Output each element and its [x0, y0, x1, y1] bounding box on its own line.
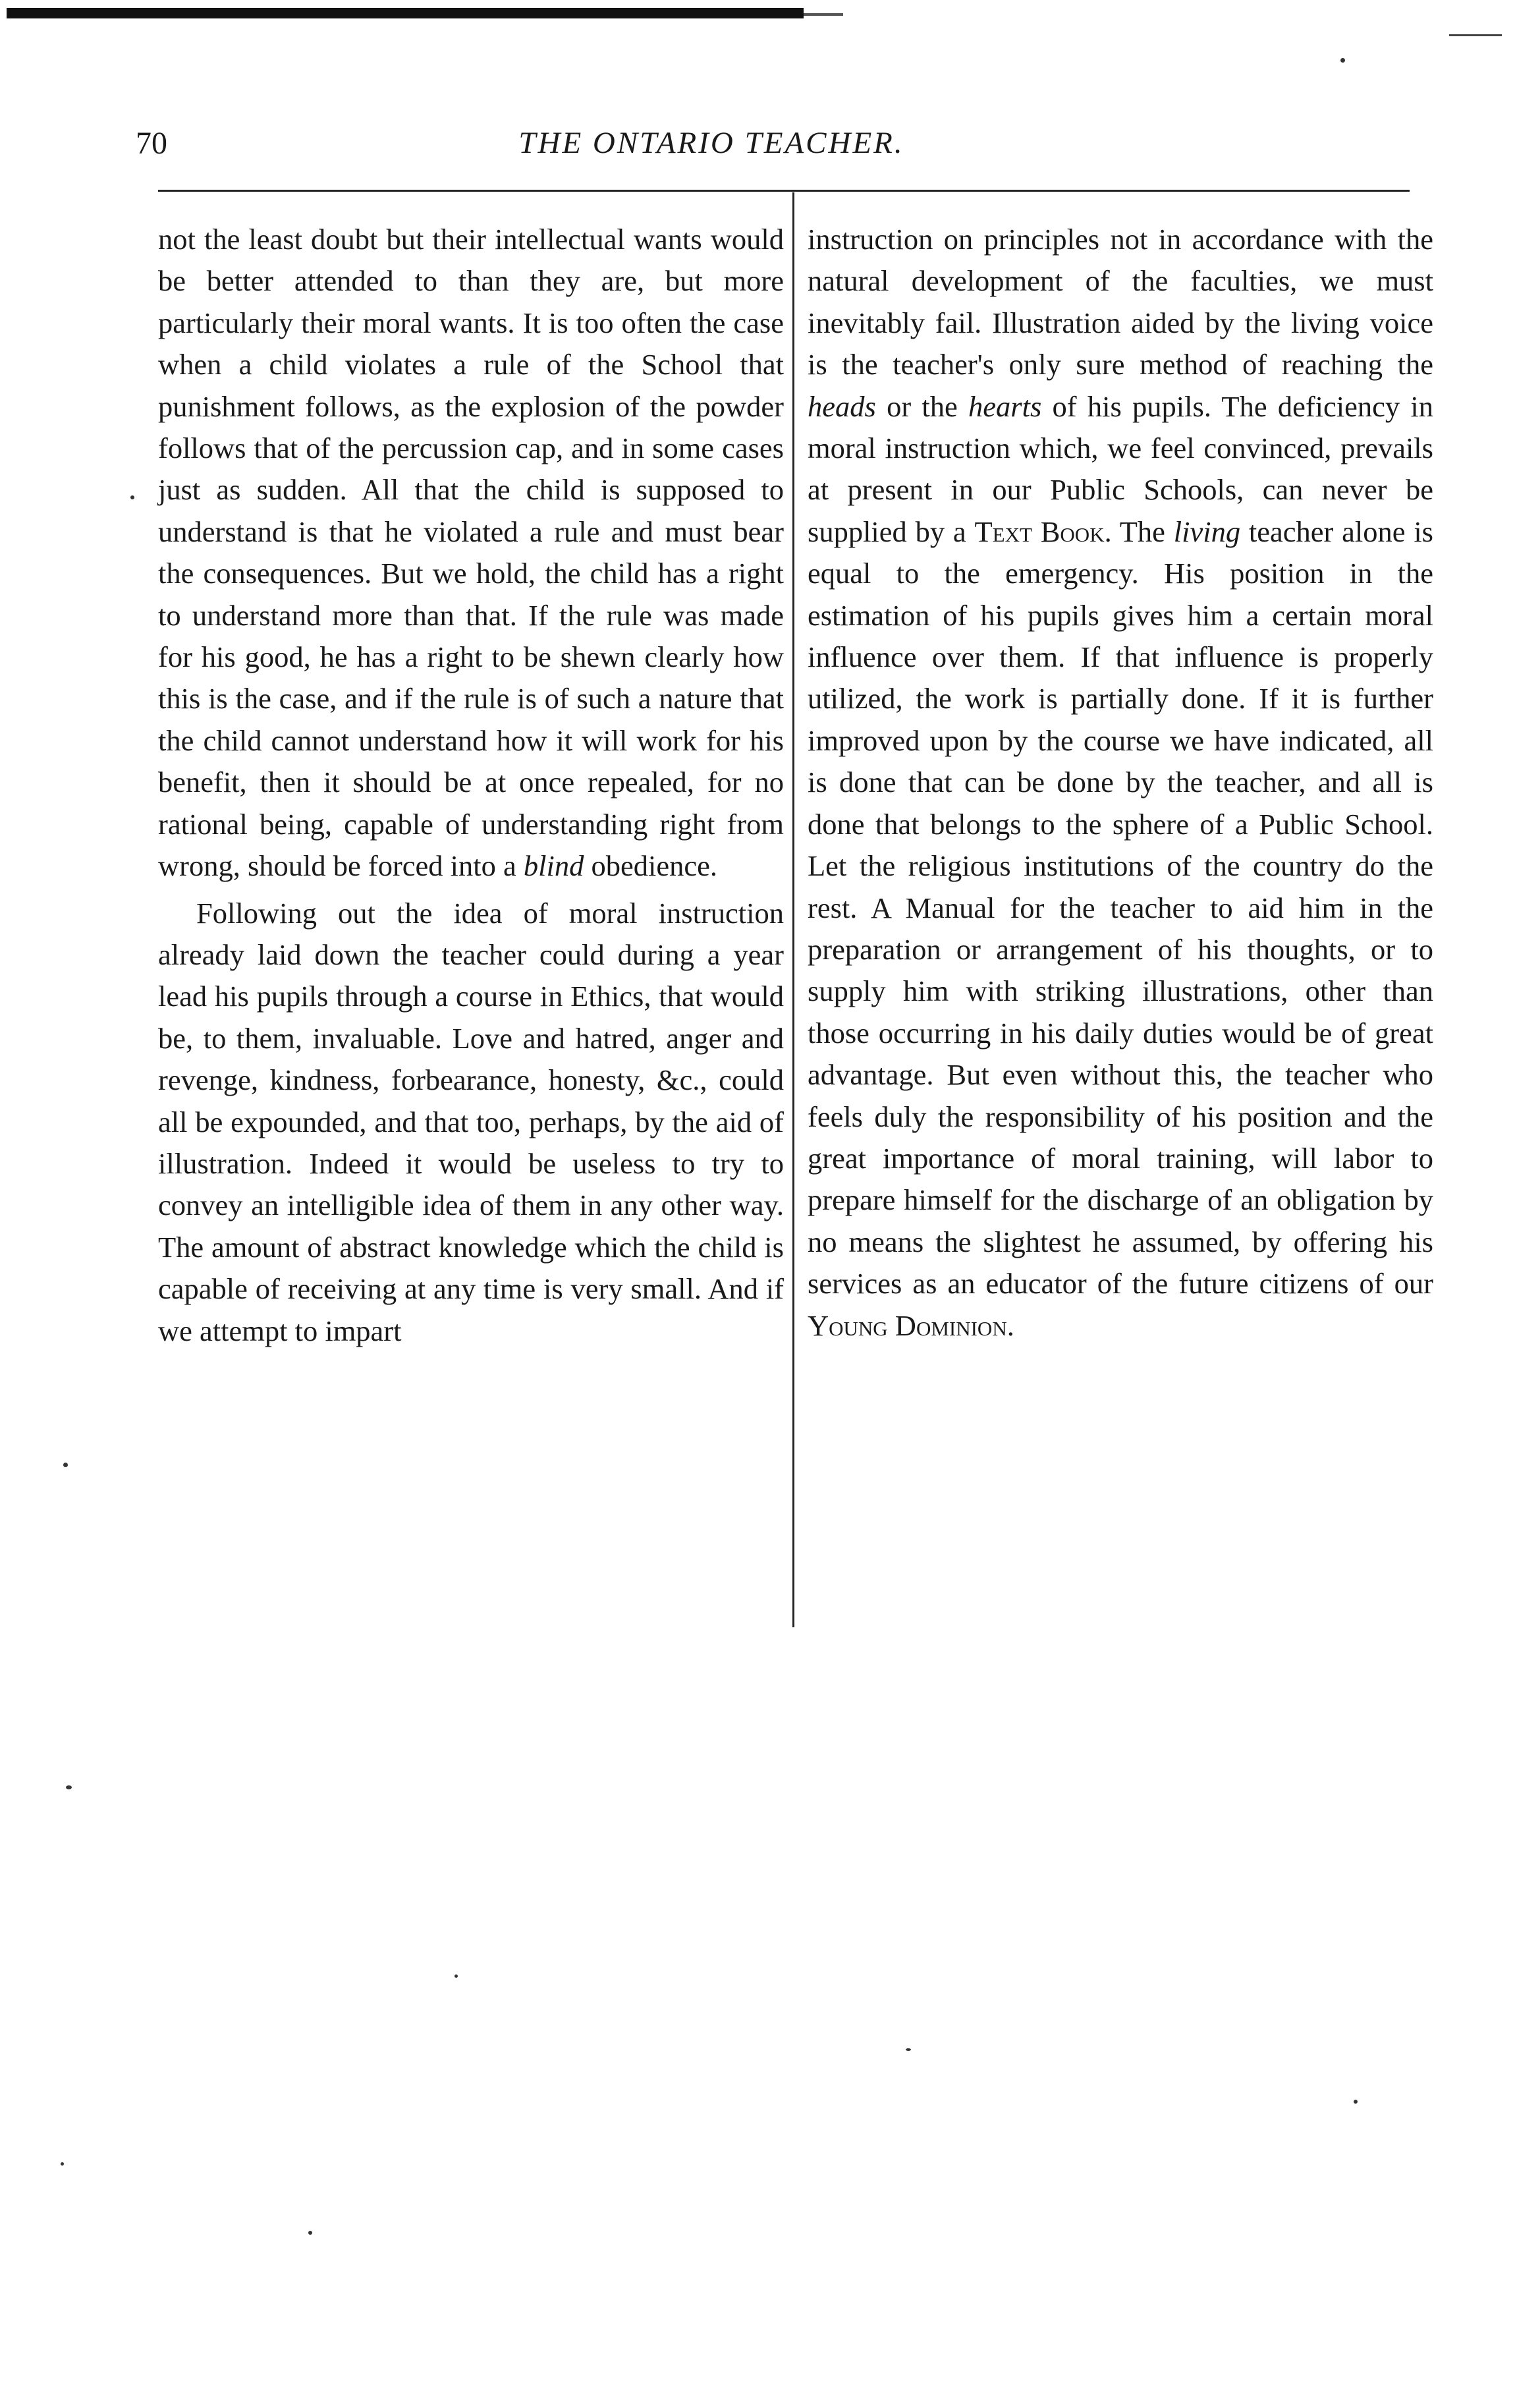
running-title: THE ONTARIO TEACHER.	[518, 126, 904, 160]
left-column	[158, 219, 784, 1352]
scan-speck	[130, 495, 134, 499]
scan-edge-bar-tail	[804, 13, 843, 16]
small-caps-young-dominion: Young Dominion	[808, 1308, 1007, 1342]
left-paragraph-2: Following out the idea of moral instruction already laid down the teacher could during a year lead his pupils through a course in Ethics, that would be, to them, invaluable. Love and hatred, anger and revenge, kindness, forbearance, honesty, &c., could all be expounded, and that too, perhaps, by the aid of illustration. Indeed it would be useless to try to convey an intelligible idea of them in any other way. The amount of abstract knowledge which the child is capable of receiving at any time is very small. And if we attempt to impart	[158, 896, 784, 1347]
text-run: or the	[875, 389, 969, 423]
header-rule	[158, 190, 1410, 192]
scan-speck	[61, 2162, 64, 2166]
column-divider	[792, 192, 794, 1627]
text-run: of his pupils. The deficiency in moral instruction which, we feel convinced, prevails at present in our Public Schools, can never be supplied by a	[808, 389, 1434, 548]
text-run: obedience.	[584, 849, 717, 883]
text-run: not the least doubt but their intellectual wants would be better attended to than they are, but more particularly their moral wants. It is too often the case when a child violates a rule of the School that punishment follows, as the explosion of the powder follows that of the percussion cap, and in some cases just as sudden. All that the child is supposed to understand is that he violated a rule and must bear the consequences. But we hold, the child has a right to understand more than that. If the rule was made for his good, he has a right to be shewn clearly how this is the case, and if the rule is of such a nature that the child cannot understand how it will work for his benefit, then it should be at once repealed, for no rational being, capable of understanding right from wrong, should be forced into a	[158, 223, 784, 883]
emphasis-living: living	[1173, 515, 1241, 548]
scan-speck	[66, 1785, 72, 1789]
scan-speck	[1354, 2100, 1358, 2104]
scan-speck	[454, 1974, 458, 1978]
right-paragraph-1	[808, 219, 1433, 1347]
corner-rule	[1449, 34, 1502, 36]
page-number: 70	[136, 126, 167, 161]
emphasis-blind: blind	[523, 849, 584, 883]
scan-speck	[906, 2048, 911, 2051]
scan-speck	[1340, 58, 1345, 63]
text-run: teacher alone is equal to the emergency. His position in the estimation of his pupils gives him a certain moral influence over them. If that influence is properly utilized, the work is partially done. If it is further improved upon by the course we have indicated, all is done that can be done by the teacher, and all is done that belongs to the sphere of a Public School. Let the religious institutions of the country do the rest. A Manual for the teacher to aid him in the preparation or arrangement of his thoughts, or to supply him with striking illustrations, other than those occurring in his daily duties would be of great advantage. But even without this, the teacher who feels duly the responsibility of his position and the great importance of moral training, will labor to prepare himself for the discharge of an obligation by no means the slightest he assumed, by offering his services as an educator of the future citizens of our	[808, 515, 1433, 1301]
small-caps-text-book: Text Book	[974, 515, 1105, 548]
emphasis-hearts: hearts	[968, 389, 1042, 423]
text-run: instruction on principles not in accordance with the natural development of the faculties, we must inevitably fail. Illustration aided by the living voice is the teacher's only sure method of reaching the	[808, 223, 1433, 381]
text-run: .	[1006, 1308, 1014, 1342]
scan-speck	[308, 2231, 312, 2235]
right-column	[808, 219, 1433, 1347]
left-paragraph-1	[158, 219, 784, 887]
emphasis-heads: heads	[808, 389, 876, 423]
text-run: . The	[1104, 515, 1174, 548]
scan-edge-bar	[7, 8, 804, 18]
scan-speck	[63, 1463, 68, 1467]
